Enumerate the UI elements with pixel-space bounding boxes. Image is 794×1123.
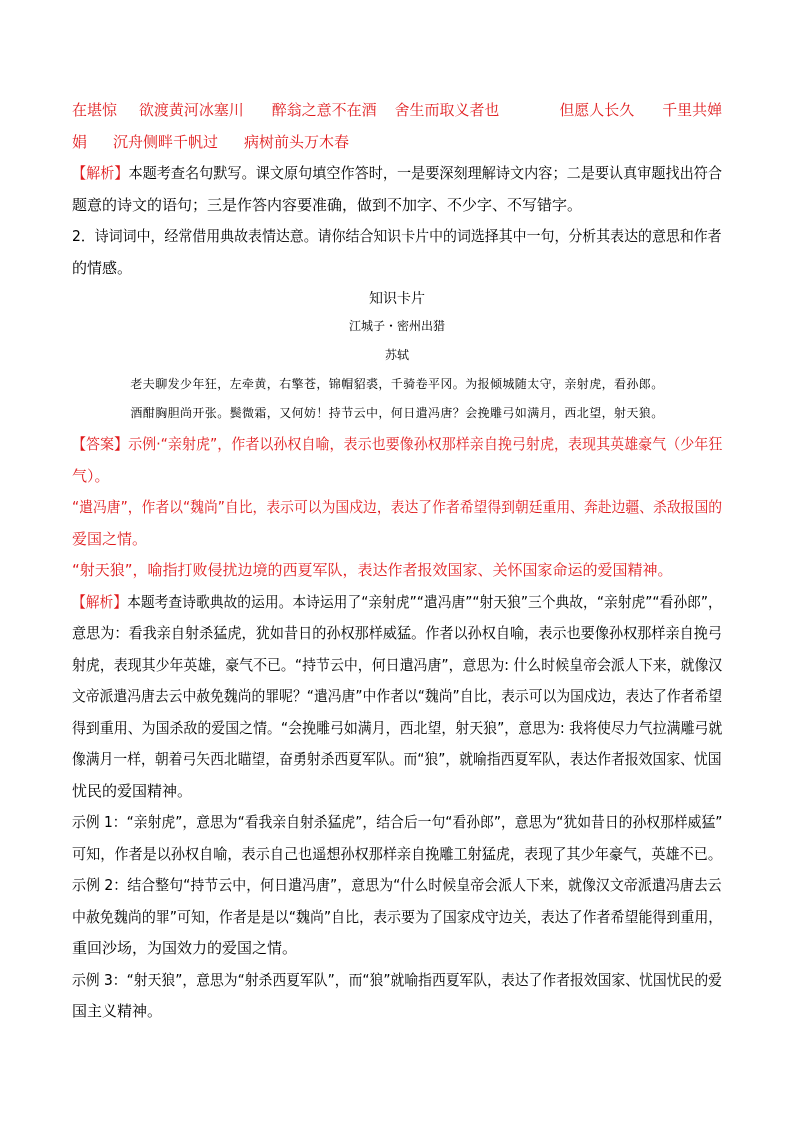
blank-answer: 在堪惊 — [72, 101, 117, 119]
blank-answer: 但愿人长久 — [559, 101, 635, 119]
knowledge-card-title: 知识卡片 — [369, 291, 425, 307]
poem-author: 苏轼 — [384, 348, 409, 362]
analysis-text: 本题考查诗歌典故的运用。本诗运用了“亲射虎”“遣冯唐”“射天狼”三个典故，“亲射虎”“看孙郎”， — [127, 592, 722, 611]
blank-answer: 千里共婵 — [662, 101, 723, 119]
analysis-1-line-1 — [72, 162, 723, 194]
answer-line-4: 爱国之情。 — [72, 529, 148, 548]
answer-text: 示例·“亲射虎”，作者以孙权自喻，表示也要像孙权那样亲自挽弓射虎，表现其英雄豪气（少年狂 — [128, 435, 723, 453]
document-content — [72, 99, 722, 1032]
example-1-line: 示例 1：“亲射虎”，意思为“看我亲自射杀猛虎”，结合后一句“看孙郎”，意思为“犹如昔日的孙权那样威猛” — [72, 813, 723, 831]
example-1-line: 可知，作者是以孙权自喻，表示自己也遥想孙权那样亲自挽雕工射猛虎，表现了其少年豪气，英雄不已。 — [72, 844, 722, 863]
blank-answer: 沉舟侧畔千帆过 — [113, 132, 219, 151]
answer-line-3: “遣冯唐”，作者以“魏尚”自比，表示可以为国戍边，表达了作者希望得到朝廷重用、奔赴边疆、杀敌报国的 — [72, 498, 723, 516]
answer-line-2: 气）。 — [72, 466, 110, 485]
analysis-1-line-2: 题意的诗文的语句；三是作答内容要准确，做到不加字、不少字、不写错字。 — [72, 195, 583, 214]
analysis-tag: 【解析】 — [72, 164, 129, 182]
analysis-2-line: 忧民的爱国精神。 — [72, 781, 193, 800]
example-2-line: 重回沙场，为国效力的爱国之情。 — [72, 939, 298, 957]
answer-line-5: “射天狼”，喻指打败侵扰边境的西夏军队，表达作者报效国家、关怀国家命运的爱国精神。 — [72, 561, 673, 579]
answer-tag: 【答案】 — [72, 435, 129, 453]
blank-answers-line-1 — [72, 99, 721, 131]
analysis-2-line: 文帝派遣冯唐去云中赦免魏尚的罪呢？“遣冯唐”中作者以“魏尚”自比，表示可以为国戍边，表达了作者希望 — [72, 687, 723, 705]
blank-answer: 病树前头万木春 — [244, 132, 350, 151]
analysis-2-line: 得到重用、为国杀敌的爱国之情。“会挽雕弓如满月，西北望，射天狼”，意思为: 我将使尽力气拉满雕弓就 — [72, 718, 723, 737]
answer-line-1 — [72, 433, 723, 465]
analysis-2-line: 像满月一样，朝着弓矢西北瞄望，奋勇射杀西夏军队。而“狼”，就喻指西夏军队，表达作者报效国家、忧国 — [72, 750, 722, 768]
example-2-line: 示例 2：结合整句“持节云中，何日遣冯唐”，意思为“什么时候皇帝会派人下来，就像汉文帝派遣冯唐去云 — [72, 876, 722, 894]
blank-answers-line-2 — [72, 131, 722, 163]
question-2-line-2: 的情感。 — [72, 258, 133, 277]
question-2-line-1: 2．诗词词中，经常借用典故表情达意。请你结合知识卡片中的词选择其中一句，分析其表达的意思和作者 — [72, 227, 722, 245]
analysis-2-line: 意思为：看我亲自射杀猛虎，犹如昔日的孙权那样威猛。作者以孙权自喻，表示也要像孙权那样亲自挽弓 — [72, 624, 722, 642]
analysis-tag: 【解析】 — [72, 592, 128, 611]
blank-answer: 娟 — [72, 132, 88, 151]
analysis-text: 本题考查名句默写。课文原句填空作答时，一是要深刻理解诗文内容；二是要认真审题找出符合 — [128, 164, 723, 182]
blank-answer: 欲渡黄河冰塞川 — [138, 101, 244, 119]
example-3-line: 国主义精神。 — [72, 1002, 163, 1020]
analysis-2-line-1 — [72, 591, 722, 623]
poem-line-2: 酒酣胸胆尚开张。鬓微霜，又何妨！持节云中，何日遣冯唐？会挽雕弓如满月，西北望，射天狼。 — [130, 406, 664, 420]
example-2-line: 中赦免魏尚的罪”可知，作者是是以“魏尚”自比，表示要为了国家戍守边关，表达了作者希望能得到重用， — [72, 907, 723, 926]
example-3-line: 示例 3：“射天狼”，意思为“射杀西夏军队”，而“狼”就喻指西夏军队，表达了作者报效国家、忧国忧民的爱 — [72, 970, 722, 989]
poem-line-1: 老夫聊发少年狂，左牵黄，右擎苍，锦帽貂裘，千骑卷平冈。为报倾城随太守，亲射虎，看孙郎。 — [130, 377, 664, 391]
analysis-2-line: 射虎，表现其少年英雄，豪气不已。“持节云中，何日遣冯唐”，意思为: 什么时候皇帝会派人下来，就像汉 — [72, 655, 723, 674]
blank-answer: 舍生而取义者也 — [394, 101, 500, 119]
blank-answer: 醉翁之意不在酒 — [271, 101, 377, 119]
poem-title: 江城子・密州出猎 — [348, 319, 445, 333]
